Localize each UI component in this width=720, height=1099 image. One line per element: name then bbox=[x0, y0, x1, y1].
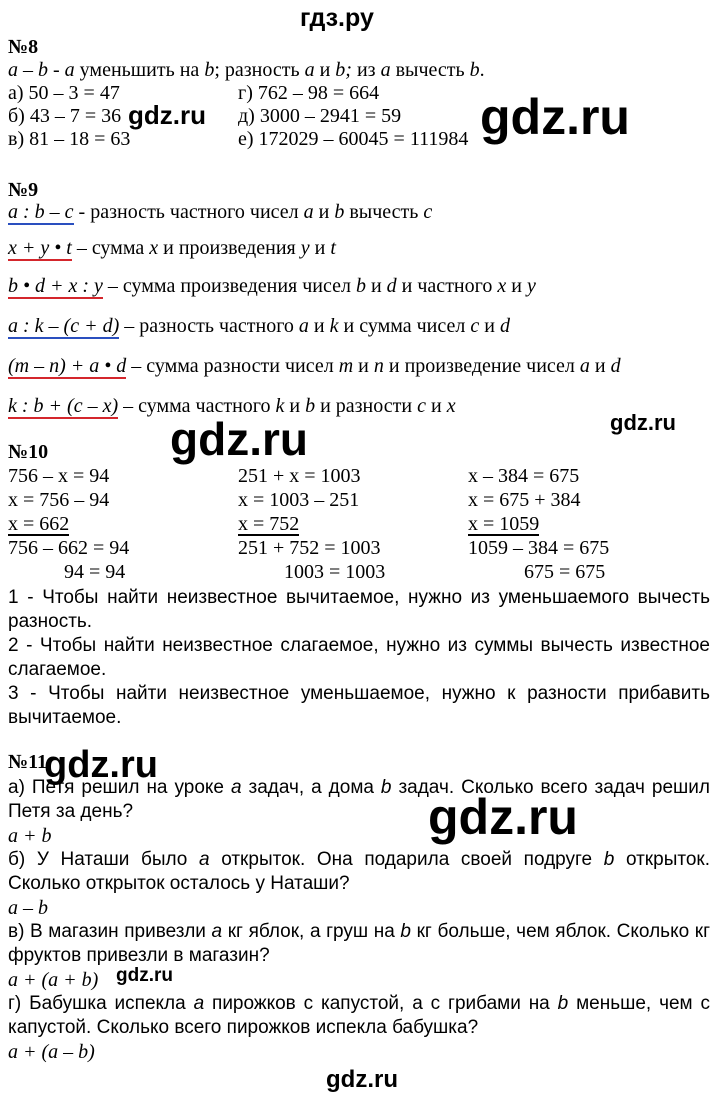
task-10-rule-2: 2 - Чтобы найти неизвестное слагаемое, нужно из суммы вычесть известное слагаемое. bbox=[8, 635, 710, 680]
watermark: gdz.ru bbox=[326, 1066, 398, 1093]
task-8-item-e: е) 172029 – 60045 = 111984 bbox=[238, 128, 469, 150]
task-11-problem-b: б) У Наташи было a открыток. Она подарила своей подруге b открыток. Сколько открыток осталось у Наташи? bbox=[8, 849, 710, 894]
task-11-problem-a: а) Петя решил на уроке a задач, а дома b задач. Сколько всего задач решил Петя за день? bbox=[8, 777, 710, 822]
task-9-row-1: a : b – c - разность частного чисел a и b вычесть c bbox=[8, 201, 433, 223]
task-11-title: №11 bbox=[8, 751, 47, 773]
task-10-col2-check: 251 + 752 = 1003 bbox=[238, 537, 381, 559]
task-11-answer-b: a – b bbox=[8, 897, 48, 919]
task-10-col2-answer: x = 752 bbox=[238, 513, 300, 535]
task-9-row-4: a : k – (c + d) – разность частного a и k и сумма чисел c и d bbox=[8, 315, 510, 337]
task-10-col2-line1: 251 + x = 1003 bbox=[238, 465, 361, 487]
task-10-rule-3: 3 - Чтобы найти неизвестное уменьшаемое, нужно к разности прибавить вычитаемое. bbox=[8, 683, 710, 728]
watermark: gdz.ru bbox=[428, 789, 578, 845]
task-10-col3-line2: x = 675 + 384 bbox=[468, 489, 581, 511]
task-8-title: №8 bbox=[8, 36, 39, 58]
watermark: gdz.ru bbox=[170, 413, 308, 465]
task-11-answer-v: a + (a + b) bbox=[8, 969, 99, 991]
task-8-item-b: б) 43 – 7 = 36 bbox=[8, 105, 122, 127]
task-9-title: №9 bbox=[8, 179, 39, 201]
task-10-col3-check: 1059 – 384 = 675 bbox=[468, 537, 610, 559]
task-11-problem-g: г) Бабушка испекла a пирожков с капустой, а с грибами на b меньше, чем с капустой. Сколько всего пирожков испекла бабушка? bbox=[8, 993, 710, 1038]
task-10-col1-check: 756 – 662 = 94 bbox=[8, 537, 130, 559]
task-10-col1-line2: x = 756 – 94 bbox=[8, 489, 110, 511]
task-9-row-3: b • d + x : y – сумма произведения чисел b и d и частного x и y bbox=[8, 275, 536, 297]
task-10-col1-line1: 756 – x = 94 bbox=[8, 465, 110, 487]
watermark: gdz.ru bbox=[128, 100, 206, 130]
task-8-item-g: г) 762 – 98 = 664 bbox=[238, 82, 380, 104]
task-10-col1-result: 94 = 94 bbox=[64, 561, 126, 583]
task-10-col1-answer: x = 662 bbox=[8, 513, 70, 535]
task-11-answer-g: a + (a – b) bbox=[8, 1041, 95, 1063]
task-10-title: №10 bbox=[8, 441, 49, 463]
watermark: gdz.ru bbox=[116, 965, 173, 986]
task-11-problem-v: в) В магазин привезли a кг яблок, а груш на b кг больше, чем яблок. Сколько кг фруктов привезли в магазин? bbox=[8, 921, 711, 966]
task-9-row-5: (m – n) + a • d – сумма разности чисел m и n и произведение чисел a и d bbox=[8, 355, 621, 377]
task-10-col3-line1: x – 384 = 675 bbox=[468, 465, 580, 487]
task-8-item-v: в) 81 – 18 = 63 bbox=[8, 128, 131, 150]
task-10-col3-answer: x = 1059 bbox=[468, 513, 540, 535]
site-header: гдз.ру bbox=[300, 4, 374, 32]
watermark: gdz.ru bbox=[44, 744, 158, 786]
task-10-col3-result: 675 = 675 bbox=[524, 561, 606, 583]
task-11-answer-a: a + b bbox=[8, 825, 52, 847]
task-10-rule-1: 1 - Чтобы найти неизвестное вычитаемое, нужно из уменьшаемого вычесть разность. bbox=[8, 587, 710, 632]
task-10-col2-result: 1003 = 1003 bbox=[284, 561, 386, 583]
task-9-row-2: x + y • t – сумма x и произведения y и t bbox=[8, 237, 336, 259]
task-8-statement: a – b - a уменьшить на b; разность a и b; из a вычесть b. bbox=[8, 59, 485, 81]
watermark: gdz.ru bbox=[480, 89, 630, 145]
task-8-item-d: д) 3000 – 2941 = 59 bbox=[238, 105, 402, 127]
watermark: gdz.ru bbox=[610, 410, 676, 435]
task-9-row-6: k : b + (c – x) – сумма частного k и b и разности c и x bbox=[8, 395, 456, 417]
task-10-col2-line2: x = 1003 – 251 bbox=[238, 489, 360, 511]
task-8-item-a: а) 50 – 3 = 47 bbox=[8, 82, 120, 104]
